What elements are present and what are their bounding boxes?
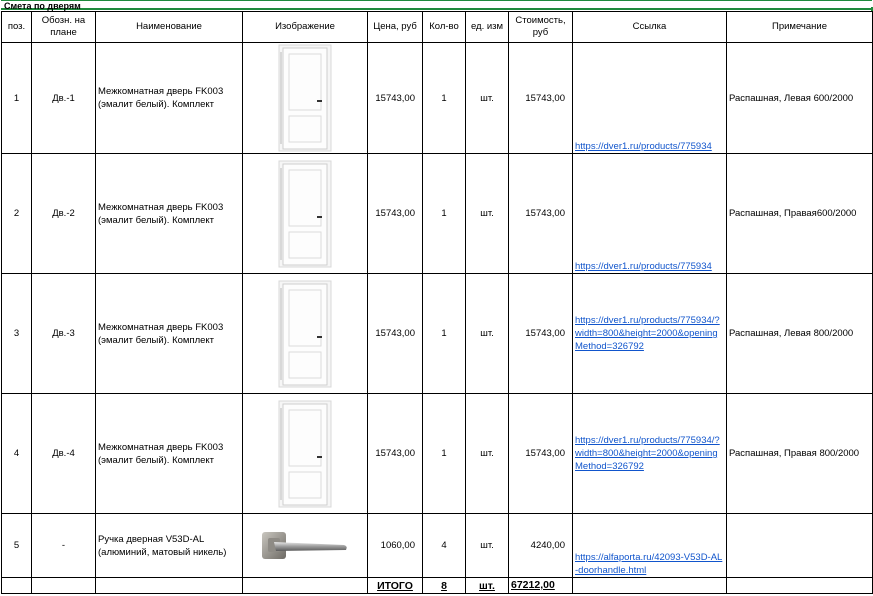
cell-link bbox=[573, 274, 727, 394]
total-unit[interactable]: шт. bbox=[479, 579, 495, 592]
product-link[interactable]: https://dver1.ru/products/775934/?width=800&height=2000&openingMethod=326792 bbox=[575, 315, 720, 352]
header-name[interactable]: Наименование bbox=[96, 12, 243, 43]
cell-link bbox=[573, 154, 727, 274]
header-price[interactable]: Цена, руб bbox=[368, 12, 423, 43]
cell-qty[interactable]: 1 bbox=[423, 394, 466, 514]
cell-empty[interactable] bbox=[2, 578, 32, 594]
cell-plan[interactable]: Дв.-2 bbox=[32, 154, 96, 274]
cell-qty[interactable]: 1 bbox=[423, 154, 466, 274]
cell-unit[interactable]: шт. bbox=[466, 43, 509, 154]
door-image[interactable] bbox=[278, 399, 332, 509]
cell-qty[interactable]: 1 bbox=[423, 43, 466, 154]
cell-pos[interactable]: 3 bbox=[2, 274, 32, 394]
door-image[interactable] bbox=[278, 44, 332, 152]
header-link[interactable]: Ссылка bbox=[573, 12, 727, 43]
cell-unit[interactable]: шт. bbox=[466, 514, 509, 578]
cell-cost[interactable]: 15743,00 bbox=[509, 154, 573, 274]
product-link[interactable]: https://alfaporta.ru/42093-V53D-AL-doorhandle.html bbox=[575, 552, 723, 576]
cell-note[interactable]: Распашная, Правая600/2000 bbox=[727, 154, 873, 274]
cell-qty[interactable]: 4 bbox=[423, 514, 466, 578]
cell-price[interactable]: 15743,00 bbox=[368, 394, 423, 514]
cell-empty[interactable] bbox=[32, 578, 96, 594]
cell-plan[interactable]: - bbox=[32, 514, 96, 578]
cell-note[interactable]: Распашная, Левая 600/2000 bbox=[727, 43, 873, 154]
header-image[interactable]: Изображение bbox=[243, 12, 368, 43]
cell-unit[interactable]: шт. bbox=[466, 154, 509, 274]
cell-price[interactable]: 15743,00 bbox=[368, 154, 423, 274]
cell-link bbox=[573, 514, 727, 578]
cell-empty[interactable] bbox=[96, 578, 243, 594]
table-row bbox=[2, 514, 873, 578]
header-cost[interactable]: Стоимость, руб bbox=[509, 12, 573, 43]
header-note[interactable]: Примечание bbox=[727, 12, 873, 43]
cell-name[interactable]: Межкомнатная дверь FK003 (эмалит белый). Комплект bbox=[96, 43, 243, 154]
header-qty[interactable]: Кол-во bbox=[423, 12, 466, 43]
table-row bbox=[2, 394, 873, 514]
product-link[interactable]: https://dver1.ru/products/775934 bbox=[575, 261, 712, 272]
cell-empty[interactable] bbox=[727, 578, 873, 594]
cell-pos[interactable]: 1 bbox=[2, 43, 32, 154]
cell-note[interactable]: Распашная, Правая 800/2000 bbox=[727, 394, 873, 514]
cell-price[interactable]: 1060,00 bbox=[368, 514, 423, 578]
cell-plan[interactable]: Дв.-4 bbox=[32, 394, 96, 514]
total-cost[interactable]: 67212,00 bbox=[511, 579, 555, 591]
cell-image[interactable] bbox=[243, 514, 368, 578]
cell-name[interactable]: Межкомнатная дверь FK003 (эмалит белый). Комплект bbox=[96, 274, 243, 394]
header-pos[interactable]: поз. bbox=[2, 12, 32, 43]
cell-cost[interactable]: 15743,00 bbox=[509, 394, 573, 514]
total-label[interactable]: ИТОГО bbox=[377, 579, 413, 592]
cell-image[interactable] bbox=[243, 394, 368, 514]
cell-qty[interactable]: 1 bbox=[423, 274, 466, 394]
cell-note[interactable]: Распашная, Левая 800/2000 bbox=[727, 274, 873, 394]
cell-cost[interactable]: 15743,00 bbox=[509, 274, 573, 394]
header-plan[interactable]: Обозн. на плане bbox=[32, 12, 96, 43]
cell-empty[interactable] bbox=[573, 578, 727, 594]
table-row bbox=[2, 274, 873, 394]
product-link[interactable]: https://dver1.ru/products/775934/?width=800&height=2000&openingMethod=326792 bbox=[575, 435, 720, 472]
estimate-table bbox=[1, 11, 873, 594]
door-handle-image[interactable] bbox=[260, 529, 350, 563]
cell-cost[interactable]: 4240,00 bbox=[509, 514, 573, 578]
cell-pos[interactable]: 4 bbox=[2, 394, 32, 514]
cell-name[interactable]: Межкомнатная дверь FK003 (эмалит белый). Комплект bbox=[96, 154, 243, 274]
table-row bbox=[2, 154, 873, 274]
product-link[interactable]: https://dver1.ru/products/775934 bbox=[575, 141, 712, 152]
header-row bbox=[2, 12, 873, 43]
cell-pos[interactable]: 2 bbox=[2, 154, 32, 274]
cell-link bbox=[573, 394, 727, 514]
cell-name[interactable]: Ручка дверная V53D-AL (алюминий, матовый никель) bbox=[96, 514, 243, 578]
cell-link bbox=[573, 43, 727, 154]
cell-image[interactable] bbox=[243, 43, 368, 154]
table-row bbox=[2, 43, 873, 154]
cell-unit[interactable]: шт. bbox=[466, 394, 509, 514]
sheet-title[interactable]: Смета по дверям bbox=[1, 0, 872, 10]
cell-image[interactable] bbox=[243, 154, 368, 274]
cell-cost[interactable]: 15743,00 bbox=[509, 43, 573, 154]
total-row bbox=[2, 578, 873, 594]
cell-empty[interactable] bbox=[243, 578, 368, 594]
cell-unit[interactable]: шт. bbox=[466, 274, 509, 394]
total-qty[interactable]: 8 bbox=[441, 579, 447, 592]
cell-plan[interactable]: Дв.-3 bbox=[32, 274, 96, 394]
cell-price[interactable]: 15743,00 bbox=[368, 43, 423, 154]
cell-note[interactable] bbox=[727, 514, 873, 578]
header-unit[interactable]: ед. изм bbox=[466, 12, 509, 43]
cell-price[interactable]: 15743,00 bbox=[368, 274, 423, 394]
door-image[interactable] bbox=[278, 279, 332, 389]
cell-image[interactable] bbox=[243, 274, 368, 394]
cell-name[interactable]: Межкомнатная дверь FK003 (эмалит белый). Комплект bbox=[96, 394, 243, 514]
cell-pos[interactable]: 5 bbox=[2, 514, 32, 578]
cell-plan[interactable]: Дв.-1 bbox=[32, 43, 96, 154]
door-image[interactable] bbox=[278, 159, 332, 269]
